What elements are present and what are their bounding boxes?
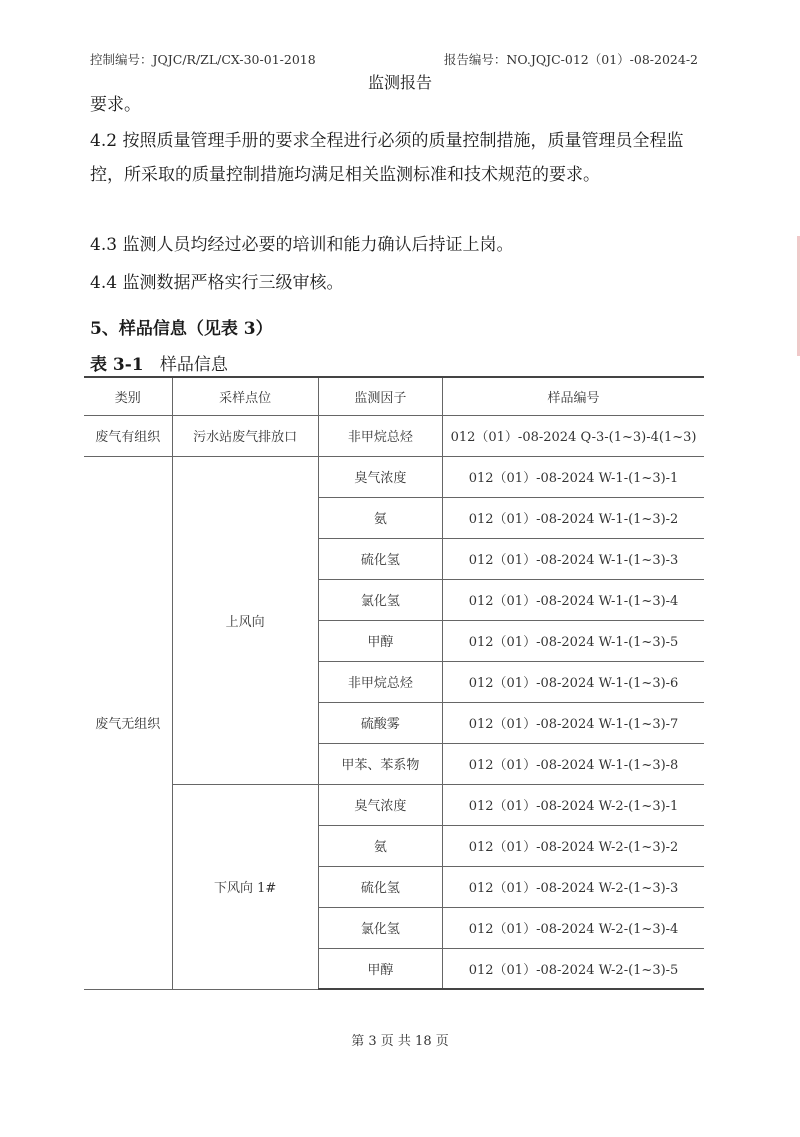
control-number: 控制编号：JQJC/R/ZL/CX-30-01-2018: [90, 52, 316, 67]
cell-factor: 臭气浓度: [318, 456, 442, 497]
table-header-row: [84, 377, 704, 415]
cell-factor: 氨: [318, 497, 442, 538]
table-caption: [90, 350, 228, 375]
cell-factor: 非甲烷总烃: [318, 661, 442, 702]
cell-sample-id: 012（01）-08-2024 W-1-(1~3)-6: [443, 661, 704, 702]
cell-factor: 硫化氢: [318, 866, 442, 907]
header-monitoring-factor: 监测因子: [318, 377, 442, 415]
cell-factor: 氯化氢: [318, 579, 442, 620]
table-row: [84, 415, 704, 456]
paragraph-4-3: 4.3 监测人员均经过必要的培训和能力确认后持证上岗。: [90, 235, 514, 255]
cell-sample-id: 012（01）-08-2024 W-2-(1~3)-5: [443, 948, 704, 989]
cell-category: 废气有组织: [84, 415, 172, 456]
cell-factor: 甲醇: [318, 620, 442, 661]
cell-sample-id: 012（01）-08-2024 Q-3-(1~3)-4(1~3): [443, 415, 704, 456]
table-row: [84, 784, 704, 825]
paragraph-continuation: 要求。: [90, 95, 141, 115]
cell-sample-id: 012（01）-08-2024 W-1-(1~3)-2: [443, 497, 704, 538]
cell-point: 污水站废气排放口: [172, 415, 318, 456]
cell-sample-id: 012（01）-08-2024 W-1-(1~3)-5: [443, 620, 704, 661]
cell-sample-id: 012（01）-08-2024 W-1-(1~3)-3: [443, 538, 704, 579]
cell-sample-id: 012（01）-08-2024 W-1-(1~3)-8: [443, 743, 704, 784]
header-sampling-point: 采样点位: [172, 377, 318, 415]
page-footer: 第 3 页 共 18 页: [351, 1034, 449, 1049]
cell-factor: 硫酸雾: [318, 702, 442, 743]
cell-sample-id: 012（01）-08-2024 W-2-(1~3)-3: [443, 866, 704, 907]
sample-info-table: [84, 376, 704, 990]
cell-factor: 臭气浓度: [318, 784, 442, 825]
section-heading-5: 5、样品信息（见表 3）: [90, 319, 273, 339]
cell-sample-id: 012（01）-08-2024 W-1-(1~3)-4: [443, 579, 704, 620]
paragraph-4-2: 4.2 按照质量管理手册的要求全程进行必须的质量控制措施，质量管理员全程监控，所采取的质量控制措施均满足相关监测标准和技术规范的要求。: [90, 131, 684, 185]
cell-sample-id: 012（01）-08-2024 W-2-(1~3)-2: [443, 825, 704, 866]
header-sample-id: 样品编号: [443, 377, 704, 415]
table-title: 样品信息: [159, 355, 228, 375]
cell-factor: 非甲烷总烃: [318, 415, 442, 456]
cell-category: 废气无组织: [84, 456, 172, 989]
cell-factor: 氨: [318, 825, 442, 866]
table-number: 表 3-1: [90, 355, 144, 375]
cell-point: 下风向 1#: [172, 784, 318, 989]
table-row: [84, 456, 704, 497]
cell-factor: 氯化氢: [318, 907, 442, 948]
cell-sample-id: 012（01）-08-2024 W-1-(1~3)-1: [443, 456, 704, 497]
cell-sample-id: 012（01）-08-2024 W-1-(1~3)-7: [443, 702, 704, 743]
cell-factor: 硫化氢: [318, 538, 442, 579]
paragraph-4-4: 4.4 监测数据严格实行三级审核。: [90, 273, 344, 293]
header-category: 类别: [84, 377, 172, 415]
cell-factor: 甲苯、苯系物: [318, 743, 442, 784]
report-number: 报告编号：NO.JQJC-012（01）-08-2024-2: [443, 52, 698, 67]
page-title: 监测报告: [367, 73, 432, 92]
cell-sample-id: 012（01）-08-2024 W-2-(1~3)-4: [443, 907, 704, 948]
cell-factor: 甲醇: [318, 948, 442, 989]
cell-point: 上风向: [172, 456, 318, 784]
cell-sample-id: 012（01）-08-2024 W-2-(1~3)-1: [443, 784, 704, 825]
